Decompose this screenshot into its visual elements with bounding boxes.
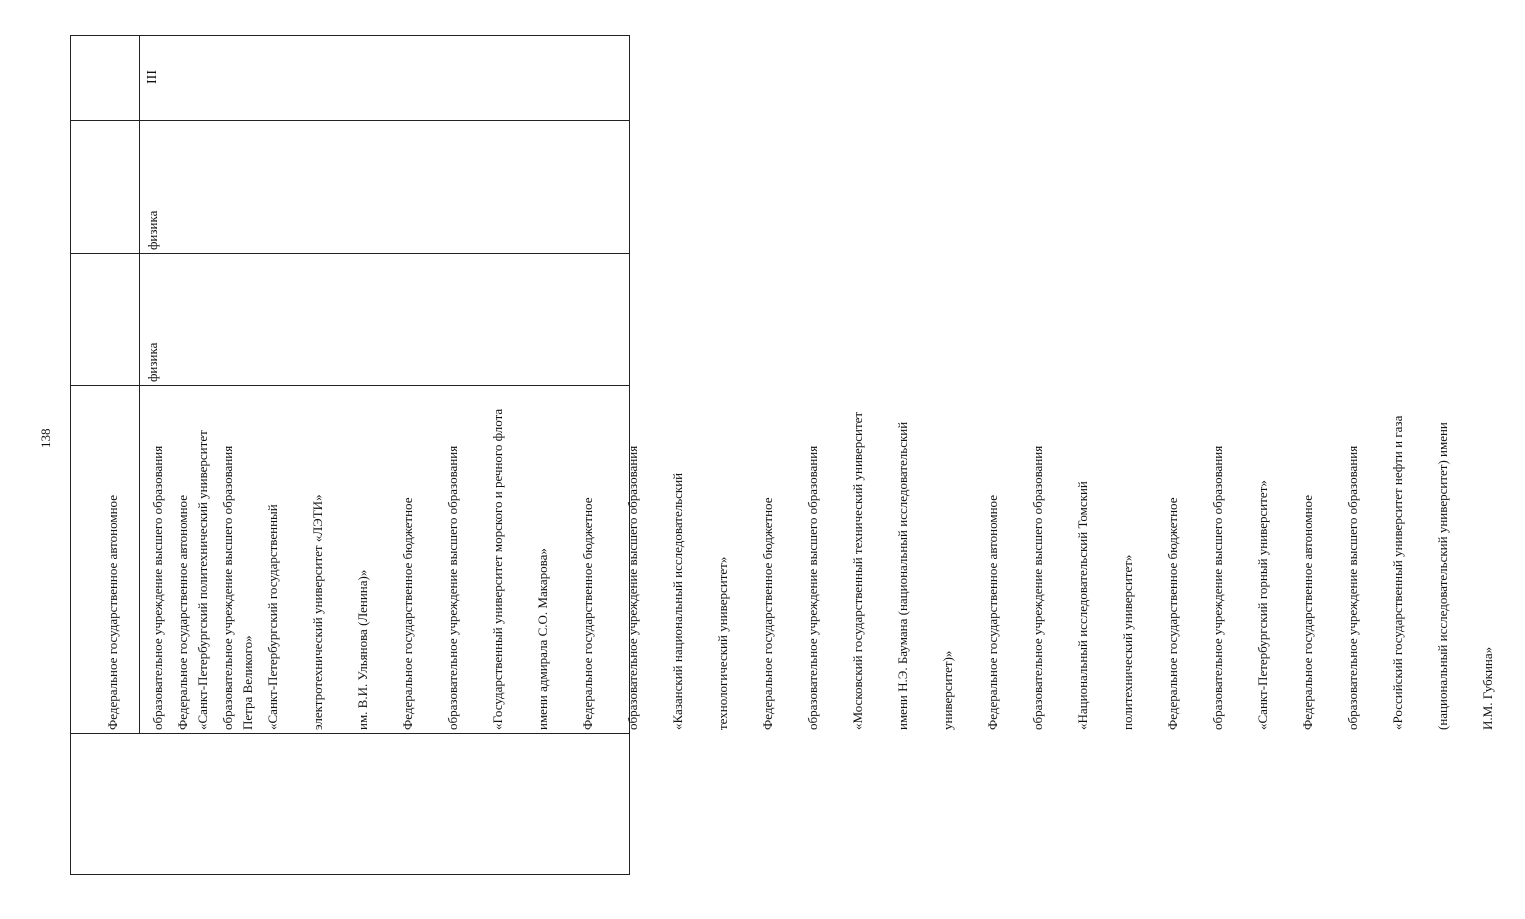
- text-line: Федеральное государственное бюджетное: [580, 497, 595, 730]
- text-line: Федеральное государственное автономное: [105, 495, 120, 730]
- text-line: образовательное учреждение высшего образования: [150, 445, 165, 730]
- subject-cell-2: физика: [145, 210, 160, 250]
- page-number: 138: [38, 428, 53, 448]
- text-line: Петра Великого»: [240, 635, 255, 730]
- text-line: Федеральное государственное автономное: [1300, 495, 1315, 730]
- text-line: образовательное учреждение высшего образования: [220, 445, 235, 730]
- subject-cell-1: физика: [145, 342, 160, 382]
- text-line: политехнический университет»: [1120, 554, 1135, 730]
- rotated-table-wrapper: [70, 35, 1495, 875]
- text-line: «Государственный университет морского и речного флота: [490, 408, 505, 730]
- text-line: образовательное учреждение высшего образования: [625, 445, 640, 730]
- text-line: имени адмирала С.О. Макарова»: [535, 548, 550, 730]
- column-divider-2: [71, 385, 629, 386]
- level-cell: III: [145, 70, 160, 84]
- text-line: Федеральное государственное бюджетное: [400, 497, 415, 730]
- text-line: университет)»: [940, 650, 955, 730]
- text-line: образовательное учреждение высшего образования: [1030, 445, 1045, 730]
- text-line: образовательное учреждение высшего образования: [445, 445, 460, 730]
- text-line: им. В.И. Ульянова (Ленина)»: [355, 569, 370, 730]
- olympiad-table: [70, 35, 1495, 875]
- text-line: И.М. Губкина»: [1480, 646, 1495, 730]
- text-line: «Московский государственный технический университет: [850, 411, 865, 730]
- text-line: технологический университет»: [715, 556, 730, 730]
- text-line: образовательное учреждение высшего образования: [805, 445, 820, 730]
- text-line: «Санкт-Петербургский политехнический университет: [195, 430, 210, 730]
- text-line: «Санкт-Петербургский государственный: [265, 504, 280, 730]
- column-divider-1: [71, 733, 629, 734]
- institutions-cell: [145, 390, 1525, 730]
- column-divider-4: [71, 120, 629, 121]
- text-line: образовательное учреждение высшего образования: [1345, 445, 1360, 730]
- text-line: «Санкт-Петербургский горный университет»: [1255, 480, 1270, 730]
- text-line: «Российский государственный университет нефти и газа: [1390, 415, 1405, 730]
- text-line: «Казанский национальный исследовательский: [670, 472, 685, 730]
- column-divider-3: [71, 253, 629, 254]
- text-line: (национальный исследовательский университет) имени: [1435, 422, 1450, 730]
- text-line: Федеральное государственное бюджетное: [1165, 497, 1180, 730]
- text-line: Федеральное государственное бюджетное: [760, 497, 775, 730]
- text-line: «Национальный исследовательский Томский: [1075, 481, 1090, 730]
- text-line: имени Н.Э. Баумана (национальный исследовательский: [895, 421, 910, 730]
- text-line: Федеральное государственное автономное: [985, 495, 1000, 730]
- text-line: Федеральное государственное автономное: [175, 495, 190, 730]
- text-line: образовательное учреждение высшего образования: [1210, 445, 1225, 730]
- text-line: электротехнический университет «ЛЭТИ»: [310, 494, 325, 730]
